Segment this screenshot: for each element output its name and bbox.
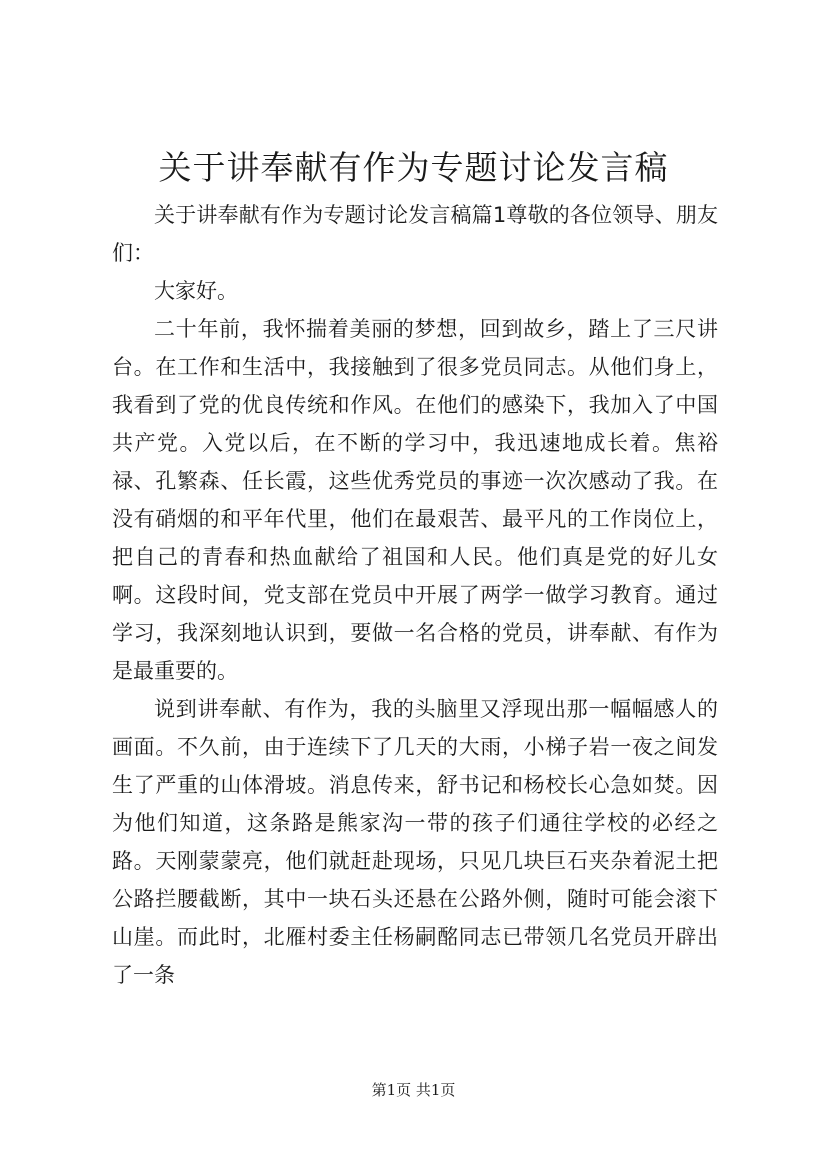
page-number-footer: 第1页 共1页: [371, 1081, 456, 1099]
document-title: 关于讲奉献有作为专题讨论发言稿: [158, 148, 669, 187]
document-body: [112, 196, 718, 994]
paragraph-landslide-story: 说到讲奉献、有作为，我的头脑里又浮现出那一幅幅感人的画面。不久前，由于连续下了几天的大雨，小梯子岩一夜之间发生了严重的山体滑坡。消息传来，舒书记和杨校长心急如焚。因为他们知道，这条路是熊家沟一带的孩子们通往学校的必经之路。天刚蒙蒙亮，他们就赶赴现场，只见几块巨石夹杂着泥土把公路拦腰截断，其中一块石头还悬在公路外侧，随时可能会滚下山崖。而此时，北雁村委主任杨嗣酩同志已带领几名党员开辟出了一条: [112, 697, 718, 987]
paragraph-introduction: 二十年前，我怀揣着美丽的梦想，回到故乡，踏上了三尺讲台。在工作和生活中，我接触到了很多党员同志。从他们身上，我看到了党的优良传统和作风。在他们的感染下，我加入了中国共产党。入党以后，在不断的学习中，我迅速地成长着。焦裕禄、孔繁森、任长霞，这些优秀党员的事迹一次次感动了我。在没有硝烟的和平年代里，他们在最艰苦、最平凡的工作岗位上，把自己的青春和热血献给了祖国和人民。他们真是党的好儿女啊。这段时间，党支部在党员中开展了两学一做学习教育。通过学习，我深刻地认识到，要做一名合格的党员，讲奉献、有作为是最重要的。: [112, 317, 718, 683]
paragraph-greeting: 关于讲奉献有作为专题讨论发言稿篇1尊敬的各位领导、朋友们：: [112, 203, 718, 265]
paragraph-hello: 大家好。: [154, 279, 238, 303]
